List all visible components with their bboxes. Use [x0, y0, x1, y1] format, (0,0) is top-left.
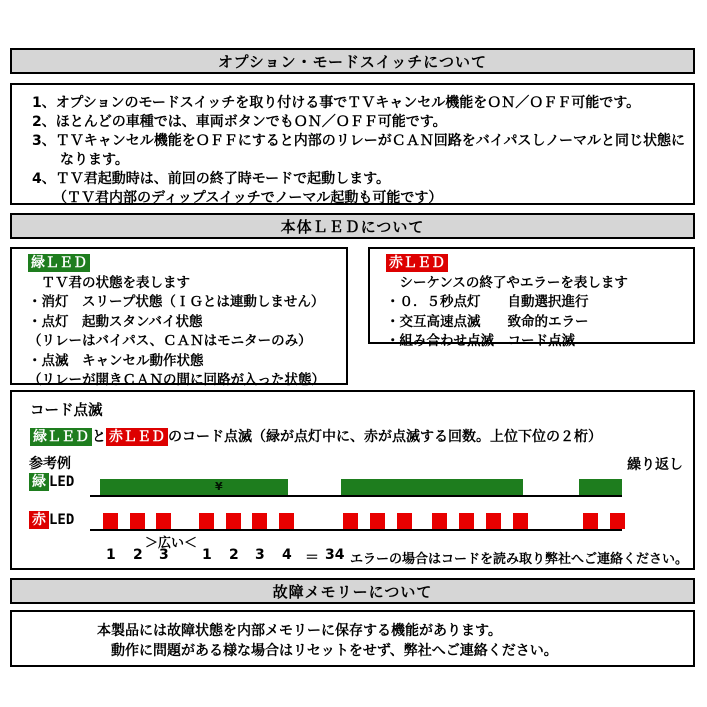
blink-count-label: 2 — [229, 547, 239, 563]
red-led-label-row — [386, 254, 693, 274]
text-line: （ＴＶ君内部のディップスイッチでノーマル起動も可能です） — [32, 190, 443, 206]
text-line: 本製品には故障状態を内部メモリーに保存する機能があります。 — [97, 623, 502, 639]
green-row-led-text: LED — [49, 474, 75, 490]
red-blink-block — [343, 513, 358, 529]
desc-and-text: と — [92, 429, 106, 445]
green-timeline — [90, 495, 622, 497]
blink-count-label: ＝ — [305, 550, 319, 566]
code-blink-title: コード点滅 — [30, 403, 103, 419]
blink-count-label: 3 — [255, 547, 265, 563]
bar-artifact-mark: ¥ — [215, 480, 223, 493]
reference-example-label: 参考例 — [29, 456, 71, 472]
text-line: ・消灯 スリープ状態（ＩＧとは連動しません） — [28, 294, 325, 310]
failure-memory-box — [10, 610, 695, 667]
red-blink-block — [252, 513, 267, 529]
blink-count-label: 1 — [106, 547, 116, 563]
text-line: （リレーが開きＣＡＮの間に回路が入った状態） — [28, 372, 325, 388]
section-header-option-switch-title: オプション・モードスイッチについて — [217, 52, 487, 71]
red-led-chip: 赤ＬＥＤ — [386, 254, 448, 272]
red-blink-block — [486, 513, 501, 529]
section-header-failure-memory — [10, 578, 695, 604]
text-line: ・組み合わせ点滅 コード点滅 — [386, 333, 575, 349]
code-blink-box — [10, 390, 695, 570]
green-led-box — [10, 247, 348, 388]
section-header-body-led-title: 本体ＬＥＤについて — [280, 217, 425, 236]
red-blink-block — [226, 513, 241, 529]
text-line: ＴＶ君の状態を表します — [28, 274, 190, 291]
green-led-chip: 緑ＬＥＤ — [28, 254, 90, 272]
red-blink-block — [583, 513, 598, 529]
error-note: エラーの場合はコードを読み取り弊社へご連絡ください。 — [350, 552, 689, 567]
text-line: 4、ＴＶ君起動時は、前回の終了時モードで起動します。 — [32, 171, 391, 187]
blink-count-label: 3 — [159, 547, 169, 563]
red-blink-block — [199, 513, 214, 529]
repeat-label: 繰り返し — [627, 457, 683, 473]
text-line: ・点灯 起動スタンバイ状態 — [28, 313, 203, 330]
green-lit-bar — [100, 479, 288, 495]
red-led-box — [368, 247, 695, 349]
red-led-lines — [386, 274, 693, 352]
blink-count-label: 1 — [202, 547, 212, 563]
green-led-lines — [28, 274, 346, 391]
red-blink-block — [103, 513, 118, 529]
red-blink-block — [432, 513, 447, 529]
text-line: 2、ほとんどの車種では、車両ボタンでもＯＮ／ＯＦＦ可能です。 — [32, 114, 447, 130]
red-blink-block — [610, 513, 625, 529]
green-led-label-row — [28, 254, 346, 274]
green-led-chip-inline: 緑ＬＥＤ — [30, 428, 92, 446]
red-char-chip: 赤 — [29, 511, 49, 529]
red-blink-block — [130, 513, 145, 529]
section-header-option-switch — [10, 48, 695, 74]
text-line: なります。 — [32, 152, 129, 168]
red-blink-block — [513, 513, 528, 529]
blink-count-label: 2 — [133, 547, 143, 563]
text-line: 3、ＴＶキャンセル機能をＯＦＦにすると内部のリレーがＣＡＮ回路をバイパスしノーマルと同じ状態に — [32, 133, 686, 149]
text-line: ・０．５秒点灯 自動選択進行 — [386, 294, 589, 310]
green-char-chip: 緑 — [29, 473, 49, 491]
diagram-red-row-label — [29, 511, 74, 529]
wide-gap-label: ＞広い＜ — [145, 536, 198, 551]
red-blink-block — [156, 513, 171, 529]
desc-rest-text: のコード点滅（緑が点灯中に、赤が点滅する回数。上位下位の２桁） — [168, 429, 602, 445]
text-line: ・交互高速点滅 致命的エラー — [386, 313, 589, 330]
blink-count-label: 4 — [282, 547, 292, 563]
option-switch-notes-box — [10, 83, 695, 205]
red-blink-block — [459, 513, 474, 529]
code-blink-description — [30, 426, 602, 446]
blink-count-label: 34 — [325, 547, 345, 563]
diagram-green-row-label — [29, 473, 74, 491]
section-header-failure-memory-title: 故障メモリーについて — [272, 582, 433, 601]
green-lit-bar — [579, 479, 622, 495]
red-row-led-text: LED — [49, 512, 75, 528]
red-led-chip-inline: 赤ＬＥＤ — [106, 428, 168, 446]
green-lit-bar — [341, 479, 523, 495]
red-blink-block — [370, 513, 385, 529]
text-line: ・点滅 キャンセル動作状態 — [28, 352, 204, 369]
red-blink-block — [397, 513, 412, 529]
text-line: 1、オプションのモードスイッチを取り付ける事でＴＶキャンセル機能をＯＮ／ＯＦＦ可能です。 — [32, 95, 641, 111]
text-line: 動作に問題がある様な場合はリセットをせず、弊社へご連絡ください。 — [97, 643, 558, 659]
text-line: （リレーはバイパス、ＣＡＮはモニターのみ） — [28, 333, 312, 349]
red-blink-block — [279, 513, 294, 529]
red-timeline — [90, 529, 622, 531]
section-header-body-led — [10, 213, 695, 239]
text-line: シーケンスの終了やエラーを表します — [386, 274, 628, 291]
